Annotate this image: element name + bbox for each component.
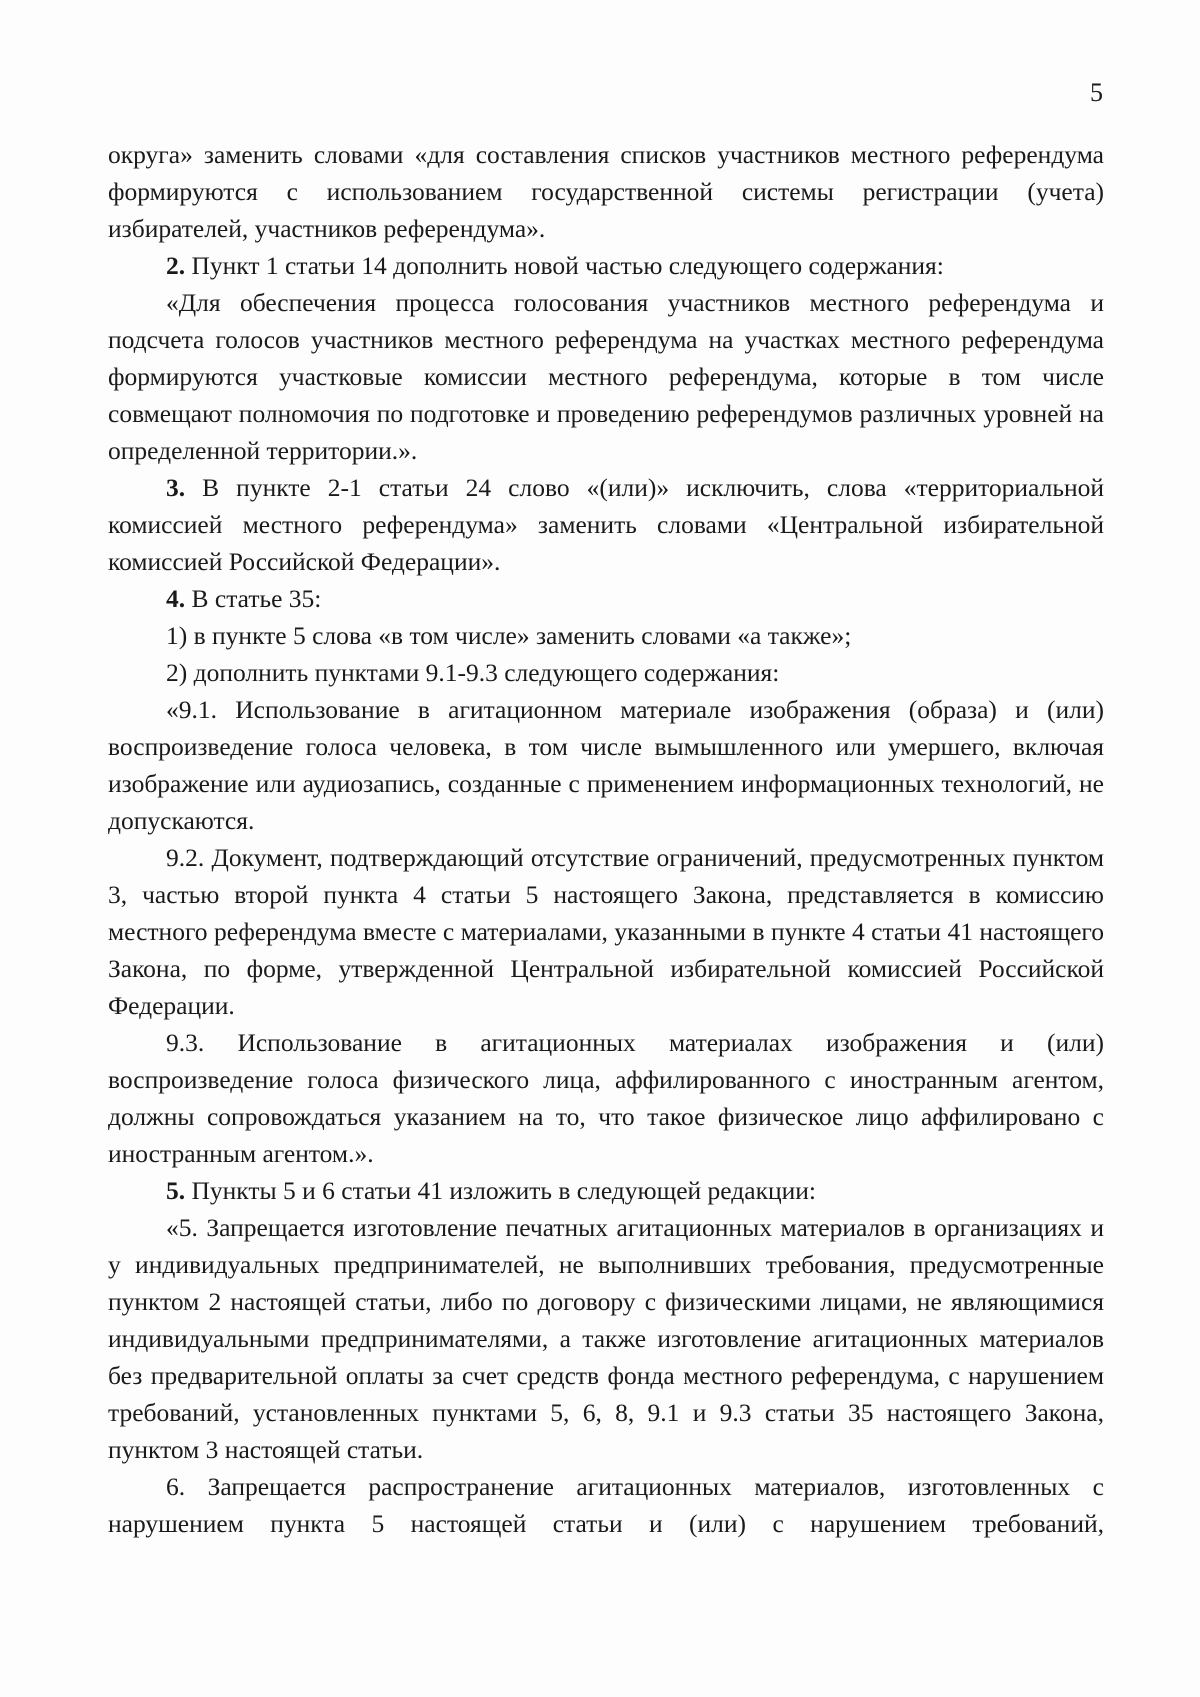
- paragraph: [108, 1468, 1104, 1542]
- paragraph: [108, 580, 1104, 617]
- paragraph: [108, 469, 1104, 580]
- paragraph: [108, 284, 1104, 469]
- paragraph-text: 9.3. Использование в агитационных материалах изображения и (или) воспроизведение голоса физического лица, аффилированного с иностранным агентом, должны сопровождаться указанием на то, что такое физическое лицо аффилировано с иностранным агентом.».: [108, 1028, 1104, 1168]
- paragraph-text: Пункт 1 статьи 14 дополнить новой частью следующего содержания:: [185, 251, 944, 280]
- paragraph: [108, 691, 1104, 839]
- paragraph-text: 9.2. Документ, подтверждающий отсутствие ограничений, предусмотренных пунктом 3, частью второй пункта 4 статьи 5 настоящего Закона, представляется в комиссию местного референдума вместе с материалами, указанными в пункте 4 статьи 41 настоящего Закона, по форме, утвержденной Центральной избирательной комиссией Российской Федерации.: [108, 843, 1104, 1020]
- paragraph: [108, 1209, 1104, 1468]
- item-number: 5.: [166, 1176, 186, 1205]
- paragraph: [108, 839, 1104, 1024]
- item-number: 2.: [166, 251, 186, 280]
- page-number: 5: [1090, 78, 1103, 107]
- document-body: [108, 136, 1104, 1542]
- paragraph-text: 1) в пункте 5 слова «в том числе» заменить словами «а также»;: [166, 621, 852, 650]
- paragraph-text: 6. Запрещается распространение агитационных материалов, изготовленных с нарушением пункта 5 настоящей статьи и (или) с нарушением требований,: [108, 1472, 1104, 1538]
- paragraph-text: округа» заменить словами «для составления списков участников местного референдума формируются с использованием государственной системы регистрации (учета) избирателей, участников референдума».: [108, 140, 1104, 243]
- paragraph: [108, 1172, 1104, 1209]
- item-number: 3.: [166, 473, 186, 502]
- paragraph-text: «Для обеспечения процесса голосования участников местного референдума и подсчета голосов участников местного референдума на участках местного референдума формируются участковые комиссии местного референдума, которые в том числе совмещают полномочия по подготовке и проведению референдумов различных уровней на определенной территории.».: [108, 288, 1104, 465]
- paragraph: [108, 654, 1104, 691]
- paragraph: [108, 247, 1104, 284]
- paragraph-text: Пункты 5 и 6 статьи 41 изложить в следующей редакции:: [185, 1176, 816, 1205]
- paragraph-text: В пункте 2-1 статьи 24 слово «(или)» исключить, слова «территориальной комиссией местного референдума» заменить словами «Центральной избирательной комиссией Российской Федерации».: [108, 473, 1104, 576]
- paragraph-text: «5. Запрещается изготовление печатных агитационных материалов в организациях и у индивидуальных предпринимателей, не выполнивших требования, предусмотренные пунктом 2 настоящей статьи, либо по договору с физическими лицами, не являющимися индивидуальными предпринимателями, а также изготовление агитационных материалов без предварительной оплаты за счет средств фонда местного референдума, с нарушением требований, установленных пунктами 5, 6, 8, 9.1 и 9.3 статьи 35 настоящего Закона, пунктом 3 настоящей статьи.: [108, 1213, 1104, 1464]
- item-number: 4.: [166, 584, 186, 613]
- paragraph-text: 2) дополнить пунктами 9.1-9.3 следующего содержания:: [166, 658, 780, 687]
- paragraph: [108, 136, 1104, 247]
- paragraph: [108, 1024, 1104, 1172]
- paragraph-text: В статье 35:: [185, 584, 322, 613]
- paragraph-text: «9.1. Использование в агитационном материале изображения (образа) и (или) воспроизведение голоса человека, в том числе вымышленного или умершего, включая изображение или аудиозапись, созданные с применением информационных технологий, не допускаются.: [108, 695, 1104, 835]
- paragraph: [108, 617, 1104, 654]
